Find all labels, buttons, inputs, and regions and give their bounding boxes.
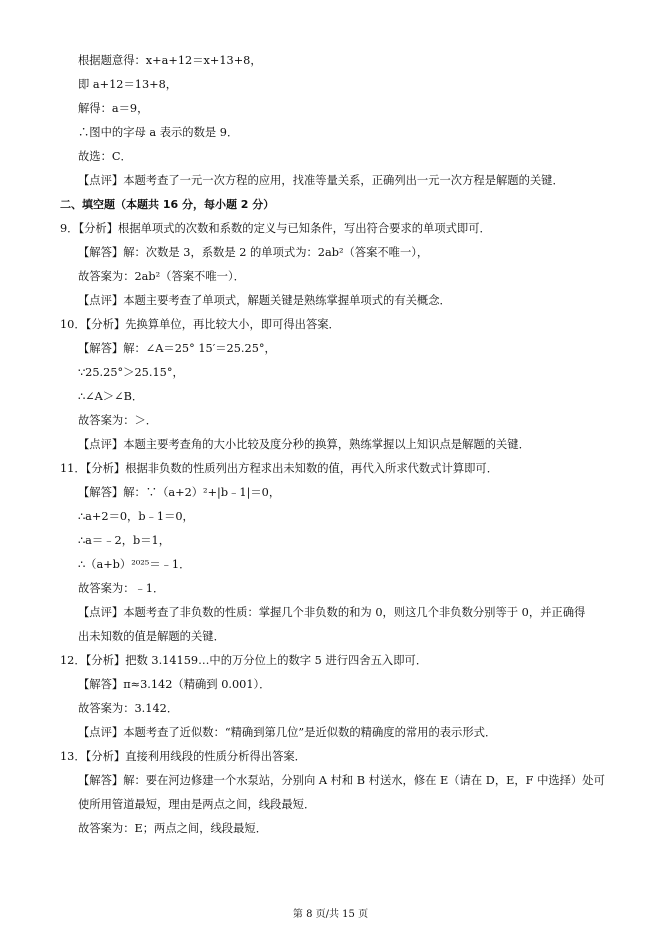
comment-line: 【点评】本题考查了近似数：“精确到第几位”是近似数的精确度的常用的表示形式． xyxy=(78,726,497,739)
answer-line: ∴（a+b）²⁰²⁵＝﹣1． xyxy=(78,558,191,571)
question-analysis: 11．【分析】根据非负数的性质列出方程求出未知数的值，再代入所求代数式计算即可． xyxy=(60,462,499,475)
text-line: 故选：C． xyxy=(78,150,132,163)
answer-line: 【解答】解：要在河边修建一个水泵站，分别向 A 村和 B 村送水，修在 E（请在 D，E，F 中选择）处可 xyxy=(78,774,605,787)
text-line: 即 a+12＝13+8， xyxy=(78,78,178,91)
answer-line: ∴a＝﹣2，b＝1， xyxy=(78,534,171,547)
answer-line: ∴a+2＝0，b﹣1＝0， xyxy=(78,510,194,523)
text-line: 根据题意得：x+a+12＝x+13+8， xyxy=(78,54,262,67)
comment-line: 【点评】本题主要考查了单项式，解题关键是熟练掌握单项式的有关概念． xyxy=(78,294,451,307)
question-analysis: 9．【分析】根据单项式的次数和系数的定义与已知条件，写出符合要求的单项式即可． xyxy=(60,222,491,235)
answer-line: 故答案为：﹣1． xyxy=(78,582,165,595)
section-heading: 二、填空题（本题共 16 分，每小题 2 分） xyxy=(60,198,275,211)
answer-line: 故答案为：＞． xyxy=(78,414,158,427)
text-line: 解得：a＝9， xyxy=(78,102,149,115)
comment-line: 【点评】本题主要考查角的大小比较及度分秒的换算，熟练掌握以上知识点是解题的关键． xyxy=(78,438,530,451)
answer-line: 【解答】π≈3.142（精确到 0.001）． xyxy=(78,678,271,691)
comment-line: 【点评】本题考查了一元一次方程的应用，找准等量关系，正确列出一元一次方程是解题的关键． xyxy=(78,174,564,187)
comment-line: 出未知数的值是解题的关键． xyxy=(78,630,225,643)
answer-line: 【解答】解：∠A＝25° 15′＝25.25°， xyxy=(78,342,276,355)
answer-line: 故答案为：E；两点之间，线段最短． xyxy=(78,822,267,835)
answer-line: 故答案为：3.142． xyxy=(78,702,179,715)
answer-line: ∵25.25°＞25.15°， xyxy=(78,366,184,379)
answer-line: ∴∠A＞∠B． xyxy=(78,390,144,403)
answer-line: 使所用管道最短，理由是两点之间，线段最短． xyxy=(78,798,316,811)
text-line: ∴图中的字母 a 表示的数是 9． xyxy=(78,126,239,139)
page-footer: 第 8 页/共 15 页 xyxy=(292,909,369,920)
question-analysis: 10．【分析】先换算单位，再比较大小，即可得出答案． xyxy=(60,318,340,331)
answer-line: 【解答】解：次数是 3，系数是 2 的单项式为：2ab²（答案不唯一）， xyxy=(78,246,429,259)
answer-line: 【解答】解：∵（a+2）²+|b﹣1|＝0， xyxy=(78,486,281,499)
answer-line: 故答案为：2ab²（答案不唯一）． xyxy=(78,270,245,283)
question-analysis: 12．【分析】把数 3.14159…中的万分位上的数字 5 进行四舍五入即可． xyxy=(60,654,428,667)
question-analysis: 13．【分析】直接利用线段的性质分析得出答案． xyxy=(60,750,306,763)
comment-line: 【点评】本题考查了非负数的性质：掌握几个非负数的和为 0，则这几个非负数分别等于 0，并正确得 xyxy=(78,606,586,619)
